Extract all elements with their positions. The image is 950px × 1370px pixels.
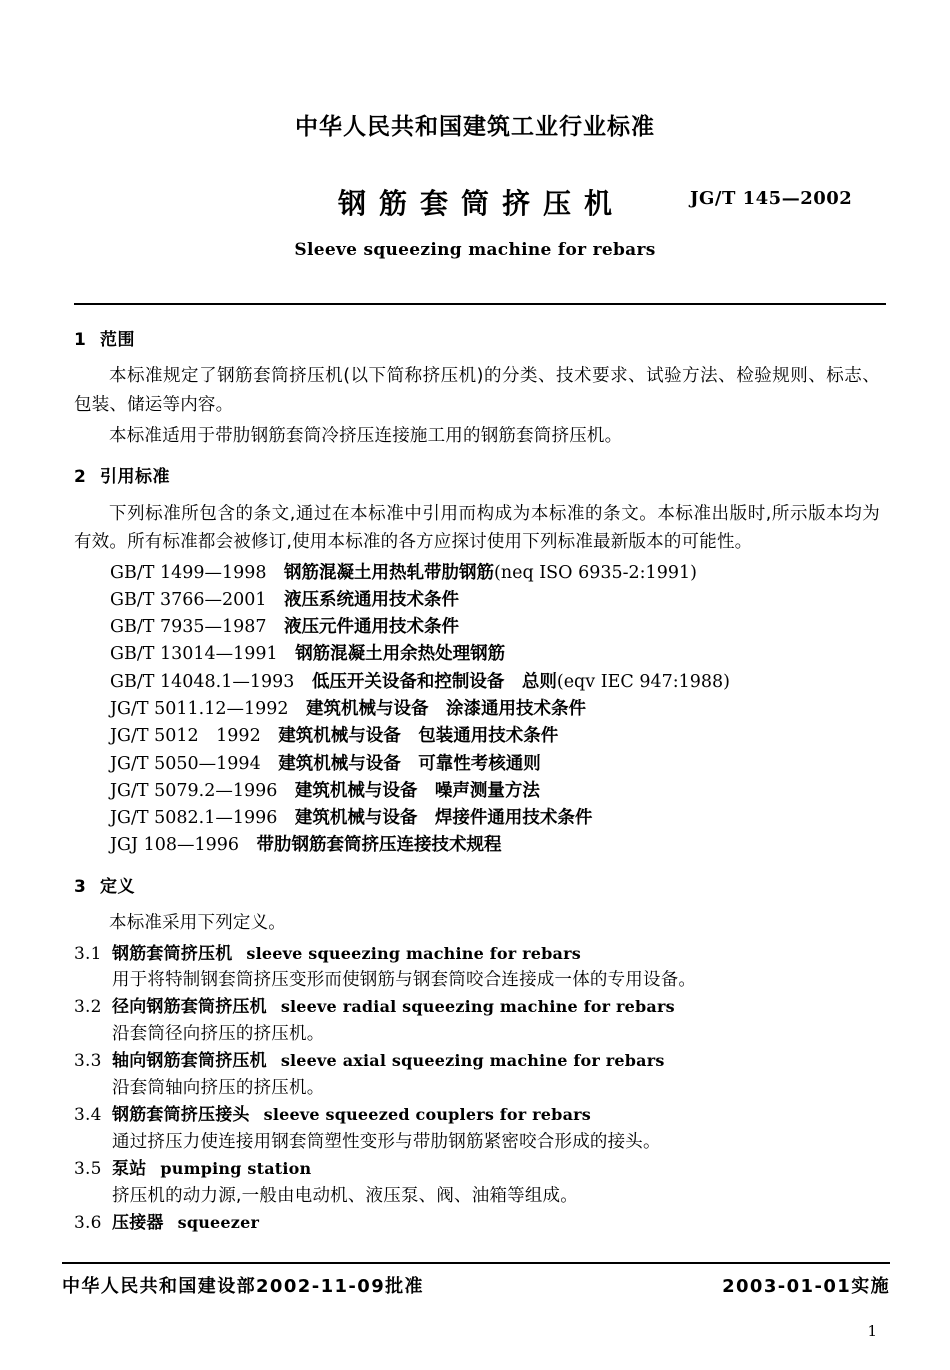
section-label-references: 引用标准: [100, 467, 170, 488]
referenced-standard-title: 带肋钢筋套筒挤压连接技术规程: [256, 835, 502, 856]
document-main-title: 钢筋套筒挤压机: [337, 187, 625, 220]
referenced-standard-item: [74, 805, 880, 832]
definition-term-chinese: 轴向钢筋套筒挤压机: [112, 1051, 267, 1072]
referenced-standard-code: GB/T 1499—1998: [110, 562, 267, 583]
definitions-intro-paragraph: 本标准采用下列定义。: [109, 913, 286, 934]
definition-term-english: sleeve squeezed couplers for rebars: [263, 1105, 591, 1125]
definition-term-chinese: 钢筋套筒挤压机: [112, 943, 233, 964]
definition-term-english: sleeve axial squeezing machine for rebars: [280, 1051, 665, 1071]
referenced-standard-item: [74, 696, 880, 723]
referenced-standard-code: JG/T 5079.2—1996: [110, 780, 278, 801]
definition-number: 3.3: [74, 1051, 102, 1072]
section-label-scope: 范围: [100, 330, 135, 350]
section-number-definitions: 3: [74, 876, 87, 897]
definition-term-line: [74, 1102, 880, 1128]
referenced-standard-title: 建筑机械与设备 噪声测量方法: [294, 780, 540, 801]
footer-implementation-text: 2003-01-01实施: [722, 1276, 890, 1297]
referenced-standard-title: 低压开关设备和控制设备 总则: [311, 671, 557, 692]
referenced-standard-title: 建筑机械与设备 包装通用技术条件: [278, 726, 559, 747]
referenced-standard-code: JG/T 5082.1—1996: [110, 808, 278, 829]
standard-number: JG/T 145—2002: [690, 188, 853, 209]
referenced-standard-code: JG/T 5012 1992: [110, 726, 261, 747]
referenced-standard-code: GB/T 3766—2001: [110, 589, 267, 610]
section-heading-definitions: [74, 877, 880, 897]
referenced-standard-item: [74, 587, 880, 614]
referenced-standard-item: [74, 832, 880, 859]
definition-term-english: sleeve squeezing machine for rebars: [246, 943, 581, 963]
footer-divider-rule: [62, 1262, 890, 1264]
definition-item: [74, 941, 880, 995]
referenced-standard-code: GB/T 7935—1987: [110, 617, 267, 638]
header-divider-rule: [74, 303, 886, 305]
scope-paragraph-2: 本标准适用于带肋钢筋套筒冷挤压连接施工用的钢筋套筒挤压机。: [109, 426, 623, 447]
definition-description: 沿套筒轴向挤压的挤压机。: [112, 1077, 325, 1098]
definition-number: 3.5: [74, 1159, 102, 1180]
definitions-list: [74, 941, 880, 1237]
referenced-standard-title: 液压元件通用技术条件: [284, 617, 460, 638]
definition-term-chinese: 压接器: [112, 1213, 164, 1234]
definition-term-line: [74, 1210, 880, 1236]
referenced-standard-item: [74, 560, 880, 587]
footer-approval-text: 中华人民共和国建设部2002-11-09批准: [62, 1276, 424, 1297]
referenced-standard-note: (eqv IEC 947:1988): [556, 671, 731, 692]
referenced-standard-code: JGJ 108—1996: [110, 835, 240, 856]
references-intro-paragraph: 下列标准所包含的条文,通过在本标准中引用而构成为本标准的条文。本标准出版时,所示版本均为有效。所有标准都会被修订,使用本标准的各方应探讨使用下列标准最新版本的可能性。: [74, 503, 880, 553]
referenced-standard-code: JG/T 5050—1994: [110, 753, 261, 774]
referenced-standard-item: [74, 723, 880, 750]
referenced-standard-code: GB/T 14048.1—1993: [110, 671, 295, 692]
definition-description: 通过挤压力使连接用钢套筒塑性变形与带肋钢筋紧密咬合形成的接头。: [112, 1131, 661, 1152]
section-label-definitions: 定义: [100, 876, 135, 897]
document-subtitle-english: Sleeve squeezing machine for rebars: [294, 240, 656, 260]
definition-description: 沿套筒径向挤压的挤压机。: [112, 1023, 325, 1044]
definition-term-line: [74, 941, 880, 967]
definition-number: 3.4: [74, 1105, 102, 1126]
definition-term-chinese: 泵站: [112, 1159, 147, 1180]
referenced-standard-code: GB/T 13014—1991: [110, 644, 278, 665]
definition-number: 3.2: [74, 997, 102, 1018]
referenced-standard-title: 建筑机械与设备 可靠性考核通则: [278, 753, 541, 774]
definition-term-chinese: 径向钢筋套筒挤压机: [112, 997, 267, 1018]
referenced-standard-title: 建筑机械与设备 焊接件通用技术条件: [294, 808, 593, 829]
section-number-references: 2: [74, 467, 87, 488]
section-heading-scope: [74, 330, 880, 350]
referenced-standard-title: 钢筋混凝土用热轧带肋钢筋: [284, 562, 495, 583]
referenced-standards-list: [74, 560, 880, 860]
definition-item: [74, 1210, 880, 1236]
definition-number: 3.6: [74, 1213, 102, 1234]
definition-item: [74, 1102, 880, 1156]
referenced-standard-code: JG/T 5011.12—1992: [110, 698, 289, 719]
definition-description: 用于将特制钢套筒挤压变形而使钢筋与钢套筒咬合连接成一体的专用设备。: [112, 969, 697, 990]
definition-term-chinese: 钢筋套筒挤压接头: [112, 1105, 250, 1126]
definition-term-english: pumping station: [160, 1159, 312, 1179]
definition-item: [74, 994, 880, 1048]
referenced-standard-item: [74, 641, 880, 668]
definition-item: [74, 1048, 880, 1102]
referenced-standard-item: [74, 751, 880, 778]
standard-series-title: 中华人民共和国建筑工业行业标准: [295, 114, 655, 140]
definition-term-line: [74, 1156, 880, 1182]
referenced-standard-title: 建筑机械与设备 涂漆通用技术条件: [306, 698, 587, 719]
definition-item: [74, 1156, 880, 1210]
definition-number: 3.1: [74, 943, 102, 964]
definition-term-line: [74, 1048, 880, 1074]
definition-term-english: squeezer: [177, 1213, 260, 1233]
document-body: [74, 330, 880, 1237]
referenced-standard-item: [74, 669, 880, 696]
referenced-standard-title: 钢筋混凝土用余热处理钢筋: [295, 644, 506, 665]
section-heading-references: [74, 467, 880, 487]
referenced-standard-item: [74, 778, 880, 805]
section-number-scope: 1: [74, 330, 87, 350]
scope-paragraph-1: 本标准规定了钢筋套筒挤压机(以下简称挤压机)的分类、技术要求、试验方法、检验规则、标志、包装、储运等内容。: [74, 366, 880, 415]
referenced-standard-title: 液压系统通用技术条件: [284, 589, 460, 610]
definition-description: 挤压机的动力源,一般由电动机、液压泵、阀、油箱等组成。: [112, 1185, 578, 1206]
referenced-standard-note: (neq ISO 6935-2:1991): [494, 562, 697, 583]
page-number: 1: [867, 1322, 877, 1340]
definition-term-line: [74, 994, 880, 1020]
definition-term-english: sleeve radial squeezing machine for rebars: [280, 997, 675, 1017]
referenced-standard-item: [74, 614, 880, 641]
